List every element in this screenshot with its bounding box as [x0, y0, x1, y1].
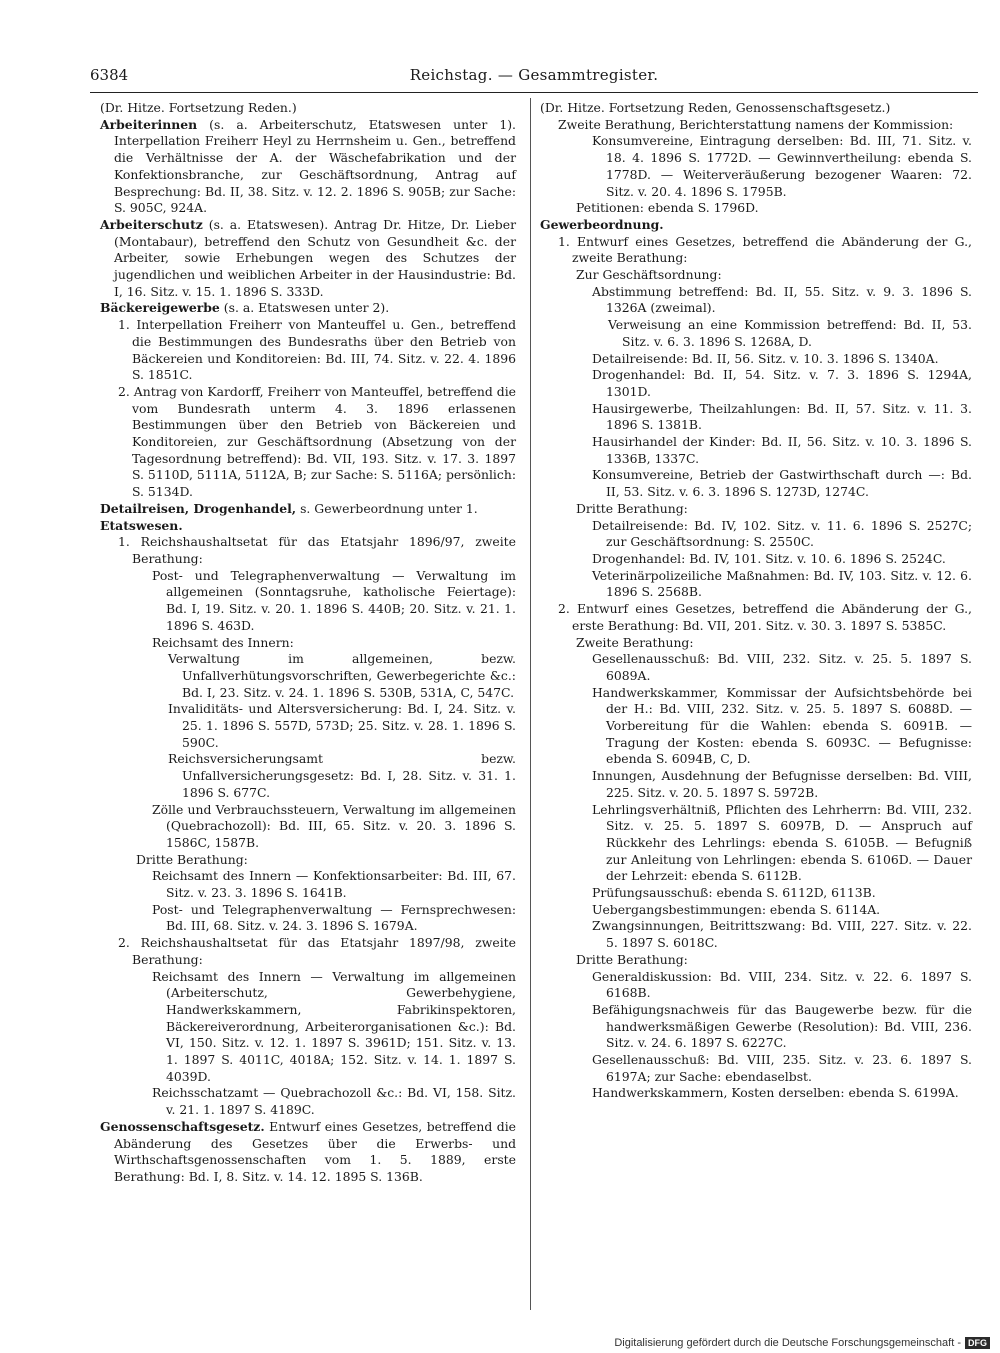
dfg-logo: DFG — [965, 1337, 990, 1349]
entry-keyword: Gewerbeordnung. — [540, 216, 664, 232]
entry-text: Zwangsinnungen, Beitrittszwang: Bd. VIII, 227. Sitz. v. 22. 5. 1897 S. 6018C. — [592, 918, 972, 951]
entry-keyword: Detailreisen, Drogenhandel, — [100, 500, 297, 516]
entry-text: 2. Antrag von Kardorff, Freiherr von Manteuffel, betreffend die vom Bundesrath unterm 4. 3. 1896 erlassenen Bestimmungen über den Betrieb von Bäckereien und Konditoreien, zur Geschäftsordnung (Absetzung von der Tagesordnung betreffend): Bd. VII, 193. Sitz. v. 17. 3. 1897 S. 5110D, 5111A, 5112A, B; zur Sache: S. 5116A; persönlich: S. 5134D. — [118, 383, 516, 500]
page-number: 6384 — [90, 66, 129, 84]
index-entry — [100, 518, 516, 535]
index-entry — [540, 267, 972, 284]
entry-text: s. Gewerbeordnung unter 1. — [296, 500, 478, 516]
entry-text: (s. a. Etatswesen). Antrag Dr. Hitze, Dr. Lieber (Montabaur), betreffend den Schutz von Gesundheit &c. der Arbeiter, sowie Erhebungen wegen des Schutzes der jugendlichen und weiblichen Arbeiter in der Hausindustrie: Bd. I, 16. Sitz. v. 15. 1. 1896 S. 333D. — [114, 216, 516, 299]
index-entry — [100, 902, 516, 935]
left-column — [100, 100, 516, 1186]
entry-text: 2. Reichshaushaltsetat für das Etatsjahr 1897/98, zweite Berathung: — [118, 935, 516, 967]
index-entry — [100, 300, 516, 317]
entry-text: Detailreisende: Bd. IV, 102. Sitz. v. 11. 6. 1896 S. 2527C; zur Geschäftsordnung: S. 2550C. — [592, 517, 972, 550]
index-entry — [540, 1002, 972, 1052]
index-entry — [100, 117, 516, 217]
entry-text: Handwerkskammern, Kosten derselben: ebenda S. 6199A. — [592, 1085, 959, 1101]
right-column — [540, 100, 972, 1102]
entry-text: Dritte Berathung: — [136, 851, 248, 867]
index-entry — [100, 501, 516, 518]
entry-text: (s. a. Arbeiterschutz, Etatswesen unter 1). Interpellation Freiherr Heyl zu Herrnsheim u. Gen., betreffend die Verhältnisse der A. der Wäschefabrikation und der Konfektionsbranche, zur Geschäftsordnung, Antrag auf Besprechung: Bd. II, 38. Sitz. v. 12. 2. 1896 S. 905B; zur Sache: S. 905C, 924A. — [114, 116, 516, 216]
index-entry — [540, 501, 972, 518]
index-entry — [100, 217, 516, 301]
index-entry — [100, 635, 516, 652]
index-entry — [540, 1085, 972, 1102]
index-entry — [540, 635, 972, 652]
running-title: Reichstag. — Gesammtregister. — [409, 66, 659, 84]
entry-text: Zweite Berathung, Berichterstattung namens der Kommission: — [558, 116, 954, 132]
index-entry — [540, 768, 972, 801]
entry-text: Innungen, Ausdehnung der Befugnisse derselben: Bd. VIII, 225. Sitz. v. 20. 5. 1897 S. 5972B. — [592, 768, 972, 800]
entry-text: Reichsamt des Innern: — [152, 634, 294, 650]
entry-text: Veterinärpolizeiliche Maßnahmen: Bd. IV, 103. Sitz. v. 12. 6. 1896 S. 2568B. — [592, 567, 972, 600]
entry-text: Befähigungsnachweis für das Baugewerbe bezw. für die handwerksmäßigen Gewerbe (Resolution): Bd. VIII, 236. Sitz. v. 24. 6. 1897 S. 6227C. — [592, 1001, 972, 1051]
entry-keyword: Arbeiterschutz — [100, 216, 203, 232]
index-entry — [100, 568, 516, 635]
index-entry — [540, 467, 972, 500]
column-divider — [530, 98, 531, 1310]
index-entry — [100, 852, 516, 869]
index-entry — [100, 701, 516, 751]
entry-text: Hausirhandel der Kinder: Bd. II, 56. Sitz. v. 10. 3. 1896 S. 1336B, 1337C. — [592, 434, 972, 466]
footer-credit — [614, 1337, 990, 1349]
index-entry — [540, 401, 972, 434]
entry-text: Reichsschatzamt — Quebrachozoll &c.: Bd. VI, 158. Sitz. v. 21. 1. 1897 S. 4189C. — [152, 1085, 516, 1118]
entry-text: Abstimmung betreffend: Bd. II, 55. Sitz. v. 9. 3. 1896 S. 1326A (zweimal). — [592, 283, 972, 316]
entry-text: Entwurf eines Gesetzes, betreffend die Abänderung des Gesetzes über die Erwerbs- und Wirthschaftsgenossenschaften vom 1. 5. 1889, erste Berathung: Bd. I, 8. Sitz. v. 14. 12. 1895 S. 136B. — [114, 1118, 516, 1184]
page-header — [90, 66, 978, 92]
index-entry — [540, 100, 972, 117]
entry-text: Drogenhandel: Bd. II, 54. Sitz. v. 7. 3. 1896 S. 1294A, 1301D. — [592, 367, 972, 399]
index-entry — [540, 367, 972, 400]
entry-text: Reichsamt des Innern — Konfektionsarbeiter: Bd. III, 67. Sitz. v. 23. 3. 1896 S. 1641B. — [152, 868, 516, 901]
header-rule — [90, 92, 978, 93]
entry-text: Zur Geschäftsordnung: — [576, 267, 722, 283]
index-entry — [540, 1052, 972, 1085]
index-entry — [100, 1085, 516, 1118]
index-entry — [100, 751, 516, 801]
entry-text: Hausirgewerbe, Theilzahlungen: Bd. II, 57. Sitz. v. 11. 3. 1896 S. 1381B. — [592, 400, 972, 433]
index-entry — [540, 651, 972, 684]
index-entry — [540, 601, 972, 634]
entry-text: Gesellenausschuß: Bd. VIII, 232. Sitz. v. 25. 5. 1897 S. 6089A. — [592, 651, 972, 683]
index-entry — [540, 518, 972, 551]
entry-text: Uebergangsbestimmungen: ebenda S. 6114A. — [592, 901, 881, 917]
entry-text: (Dr. Hitze. Fortsetzung Reden.) — [100, 100, 297, 115]
index-entry — [100, 935, 516, 968]
entry-text: Gesellenausschuß: Bd. VIII, 235. Sitz. v. 23. 6. 1897 S. 6197A; zur Sache: ebendaselbst. — [592, 1052, 972, 1084]
index-entry — [540, 117, 972, 134]
entry-text: Zölle und Verbrauchssteuern, Verwaltung im allgemeinen (Quebrachozoll): Bd. III, 65. Sitz. v. 20. 3. 1896 S. 1586C, 1587B. — [152, 801, 516, 850]
index-entry — [540, 969, 972, 1002]
index-entry — [100, 868, 516, 901]
index-entry — [540, 133, 972, 200]
index-entry — [100, 384, 516, 501]
entry-text: Konsumvereine, Eintragung derselben: Bd. III, 71. Sitz. v. 18. 4. 1896 S. 1772D. — Gewinnvertheilung: ebenda S. 1778D. — Weiterveräußerung bezogener Waaren: 72. Sitz. v. 20. 4. 1896 S. 1795B. — [592, 133, 972, 199]
entry-text: Zweite Berathung: — [576, 634, 694, 650]
entry-text: Drogenhandel: Bd. IV, 101. Sitz. v. 10. 6. 1896 S. 2524C. — [592, 550, 946, 566]
entry-text: Generaldiskussion: Bd. VIII, 234. Sitz. v. 22. 6. 1897 S. 6168B. — [592, 968, 972, 1001]
entry-text: (Dr. Hitze. Fortsetzung Reden, Genossenschaftsgesetz.) — [540, 100, 891, 115]
index-entry — [540, 351, 972, 368]
entry-text: Post- und Telegraphenverwaltung — Verwaltung im allgemeinen (Sonntagsruhe, katholische Feiertage): Bd. I, 19. Sitz. v. 20. 1. 1896 S. 440B; 20. Sitz. v. 21. 1. 1896 S. 463D. — [152, 567, 516, 633]
entry-text: 2. Entwurf eines Gesetzes, betreffend die Abänderung der G., erste Berathung: Bd. VII, 201. Sitz. v. 30. 3. 1897 S. 5385C. — [558, 601, 972, 633]
index-entry — [540, 434, 972, 467]
index-entry — [540, 200, 972, 217]
entry-keyword: Bäckereigewerbe — [100, 300, 220, 316]
entry-text: Invaliditäts- und Altersversicherung: Bd. I, 24. Sitz. v. 25. 1. 1896 S. 557D, 573D; 25. Sitz. v. 28. 1. 1896 S. 590C. — [168, 701, 516, 750]
entry-text: Reichsamt des Innern — Verwaltung im allgemeinen (Arbeiterschutz, Gewerbehygiene, Handwerkskammern, Fabrikinspektoren, Bäckereiverordnung, Arbeiterorganisationen &c.): Bd. VI, 150. Sitz. v. 12. 1. 1897 S. 3961D; 151. Sitz. v. 13. 1. 1897 S. 4011C, 4018A; 152. Sitz. v. 14. 1. 1897 S. 4039D. — [152, 968, 516, 1084]
index-entry — [540, 952, 972, 969]
index-entry — [540, 918, 972, 951]
index-entry — [100, 1119, 516, 1186]
index-entry — [100, 317, 516, 384]
entry-text: Verwaltung im allgemeinen, bezw. Unfallverhütungsvorschriften, Gewerbegerichte &c.: Bd. I, 23. Sitz. v. 24. 1. 1896 S. 530B, 531A, C, 547C. — [168, 651, 516, 700]
entry-text: Detailreisende: Bd. II, 56. Sitz. v. 10. 3. 1896 S. 1340A. — [592, 350, 939, 366]
index-entry — [540, 217, 972, 234]
entry-text: Prüfungsausschuß: ebenda S. 6112D, 6113B. — [592, 885, 876, 901]
entry-text: 1. Reichshaushaltsetat für das Etatsjahr 1896/97, zweite Berathung: — [118, 534, 516, 566]
entry-text: Handwerkskammer, Kommissar der Aufsichtsbehörde bei der H.: Bd. VIII, 232. Sitz. v. 25. 5. 1897 S. 6088D. — Vorbereitung für die Wahlen: ebenda S. 6091B. — Tragung der Kosten: ebenda S. 6093C. — Befugnisse: ebenda S. 6094B, C, D. — [592, 684, 972, 767]
entry-text: 1. Interpellation Freiherr von Manteuffel u. Gen., betreffend die Bestimmungen des Bundesraths über den Betrieb von Bäckereien und Konditoreien: Bd. III, 74. Sitz. v. 22. 4. 1896 S. 1851C. — [118, 317, 516, 383]
entry-text: Petitionen: ebenda S. 1796D. — [576, 200, 759, 216]
entry-text: (s. a. Etatswesen unter 2). — [219, 300, 390, 316]
entry-text: Dritte Berathung: — [576, 500, 688, 516]
entry-keyword: Genossenschaftsgesetz. — [100, 1118, 265, 1134]
index-entry — [540, 317, 972, 350]
index-entry — [100, 651, 516, 701]
entry-text: Lehrlingsverhältniß, Pflichten des Lehrherrn: Bd. VIII, 232. Sitz. v. 25. 5. 1897 S. 6097B, D. — Anspruch auf Rückkehr des Lehrlings: ebenda S. 6105B. — Befugniß zur Anleitung von Lehrlingen: ebenda S. 6106D. — Dauer der Lehrzeit: ebenda S. 6112B. — [592, 801, 972, 884]
index-entry — [540, 885, 972, 902]
entry-keyword: Etatswesen. — [100, 517, 183, 533]
entry-text: 1. Entwurf eines Gesetzes, betreffend die Abänderung der G., zweite Berathung: — [558, 233, 972, 266]
entry-text: Konsumvereine, Betrieb der Gastwirthschaft durch —: Bd. II, 53. Sitz. v. 6. 3. 1896 S. 1273D, 1274C. — [592, 467, 972, 500]
index-entry — [100, 802, 516, 852]
index-entry — [100, 969, 516, 1086]
entry-text: Post- und Telegraphenverwaltung — Fernsprechwesen: Bd. III, 68. Sitz. v. 24. 3. 1896 S. 1679A. — [152, 901, 516, 934]
index-entry — [540, 802, 972, 886]
index-entry — [540, 284, 972, 317]
entry-text: Verweisung an eine Kommission betreffend: Bd. II, 53. Sitz. v. 6. 3. 1896 S. 1268A, D. — [608, 317, 972, 349]
index-entry — [100, 100, 516, 117]
index-entry — [540, 234, 972, 267]
entry-text: Dritte Berathung: — [576, 951, 688, 967]
entry-keyword: Arbeiterinnen — [100, 116, 198, 132]
index-entry — [540, 551, 972, 568]
footer-text: Digitalisierung gefördert durch die Deutsche Forschungsgemeinschaft - — [614, 1337, 961, 1349]
entry-text: Reichsversicherungsamt bezw. Unfallversicherungsgesetz: Bd. I, 28. Sitz. v. 31. 1. 1896 S. 677C. — [168, 751, 516, 800]
index-entry — [100, 534, 516, 567]
index-entry — [540, 685, 972, 769]
index-entry — [540, 902, 972, 919]
index-entry — [540, 568, 972, 601]
